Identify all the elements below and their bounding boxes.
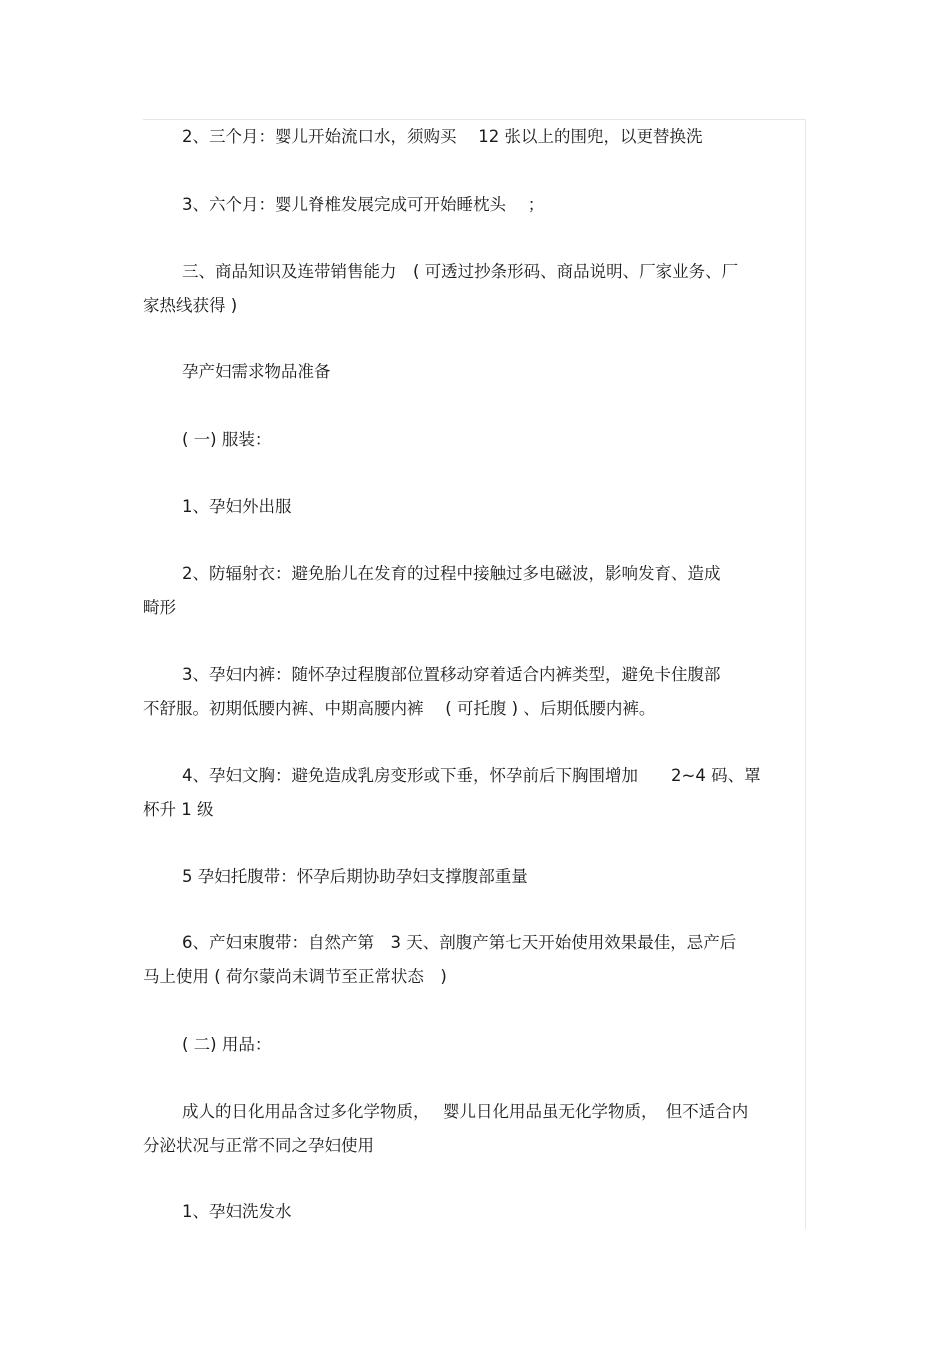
paragraph-line: 3、六个月：婴儿脊椎发展完成可开始睡枕头 ；: [182, 195, 545, 214]
paragraph-chemical-note: [143, 1095, 806, 1163]
paragraph-line: 杯升 1 级: [143, 800, 214, 819]
paragraph-line: 2、三个月：婴儿开始流口水，须购买 12 张以上的围兜，以更替换洗: [182, 127, 703, 146]
paragraph-line: 家热线获得 ): [143, 296, 238, 315]
list-item-radiation-suit: [143, 557, 806, 625]
list-item-underwear: [143, 658, 806, 726]
section-heading-product-knowledge: [143, 255, 806, 323]
paragraph-line: 三、商品知识及连带销售能力 ( 可透过抄条形码、商品说明、厂家业务、厂: [182, 262, 739, 281]
list-item-belly-support-belt: [143, 860, 806, 894]
subheading-supplies: [143, 1028, 806, 1062]
paragraph-line: 1、孕妇外出服: [182, 497, 292, 516]
paragraph-line: 2、防辐射衣：避免胎儿在发育的过程中接触过多电磁波，影响发育、造成: [182, 564, 721, 583]
paragraph-line: 成人的日化用品含过多化学物质， 婴儿日化用品虽无化学物质， 但不适合内: [182, 1102, 749, 1121]
paragraph-line: ( 二) 用品：: [182, 1035, 272, 1054]
paragraph-three-months: [143, 120, 806, 154]
paragraph-line: 畸形: [143, 598, 176, 617]
paragraph-line: 3、孕妇内裤：随怀孕过程腹部位置移动穿着适合内裤类型，避免卡住腹部: [182, 665, 721, 684]
paragraph-line: 孕产妇需求物品准备: [182, 362, 331, 381]
paragraph-line: 分泌状况与正常不同之孕妇使用: [143, 1136, 374, 1155]
list-item-postpartum-belt: [143, 926, 806, 994]
paragraph-line: 马上使用 ( 荷尔蒙尚未调节至正常状态 ): [143, 967, 447, 986]
paragraph-line: 5 孕妇托腹带：怀孕后期协助孕妇支撑腹部重量: [182, 867, 528, 886]
paragraph-line: 6、产妇束腹带：自然产第 3 天、剖腹产第七天开始使用效果最佳，忌产后: [182, 933, 737, 952]
list-item-bra: [143, 759, 806, 827]
paragraph-six-months: [143, 188, 806, 222]
paragraph-line: 不舒服。初期低腰内裤、中期高腰内裤 ( 可托腹 ) 、后期低腰内裤。: [143, 699, 656, 718]
list-item-outerwear: [143, 490, 806, 524]
paragraph-line: 1、孕妇洗发水: [182, 1202, 292, 1221]
subheading-clothing: [143, 423, 806, 457]
subheading-maternal-needs: [143, 355, 806, 389]
paragraph-line: ( 一) 服装：: [182, 430, 272, 449]
list-item-shampoo: [143, 1195, 806, 1229]
paragraph-line: 4、孕妇文胸：避免造成乳房变形或下垂，怀孕前后下胸围增加 2~4 码、罩: [182, 766, 761, 785]
